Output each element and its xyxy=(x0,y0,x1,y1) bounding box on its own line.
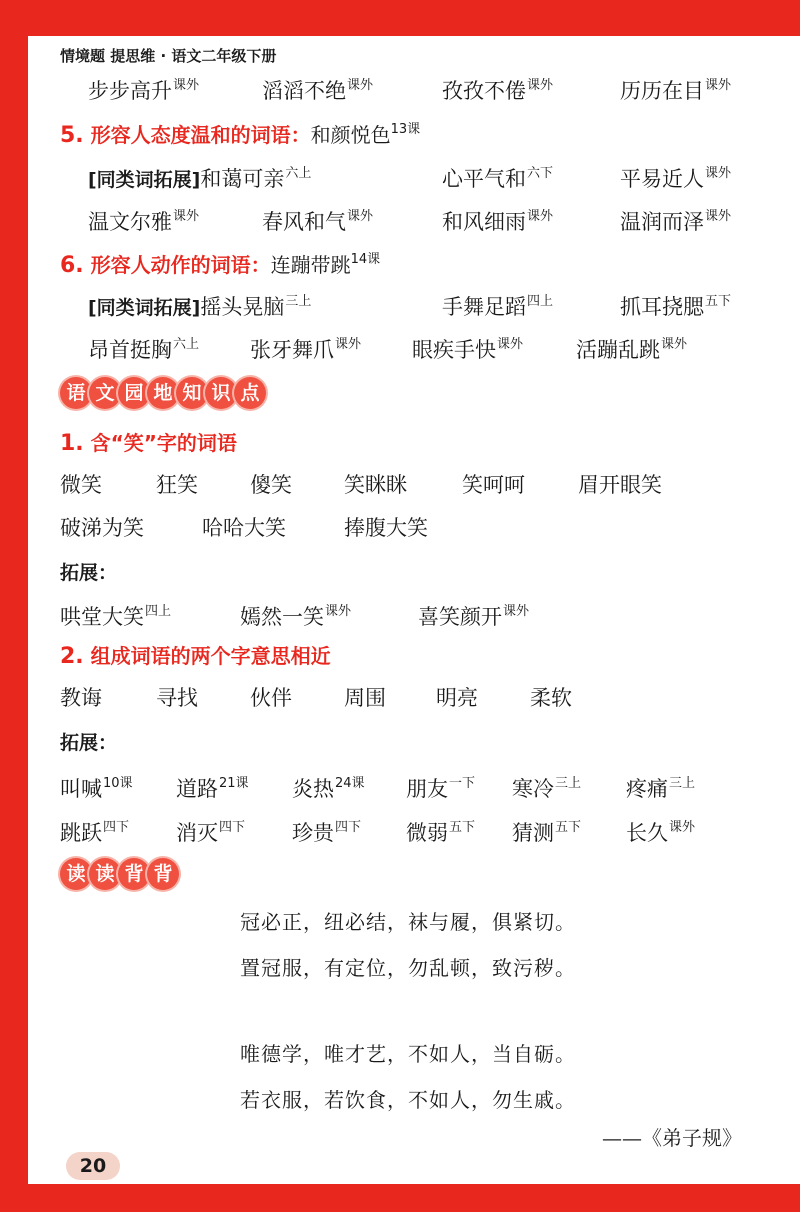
word-item: 伙伴 xyxy=(250,686,292,710)
word-item: 破涕为笑 xyxy=(60,516,144,540)
word-item: 狂笑 xyxy=(156,473,198,497)
word-item: 道路$^{21课}$ xyxy=(176,776,249,801)
word-item: [同类词拓展]摇头晃脑$^{三上}$ xyxy=(88,294,312,319)
banner-char: 识 xyxy=(205,377,237,409)
poem-line: 冠必正，纽必结，袜与履，俱紧切。 xyxy=(240,910,576,934)
banner-char: 地 xyxy=(147,377,179,409)
word-item: [同类词拓展]和蔼可亲$^{六上}$ xyxy=(88,166,312,191)
page-number: 20 xyxy=(66,1152,120,1180)
word-row-k1c xyxy=(0,592,800,632)
word-item: 步步高升$^{课外}$ xyxy=(88,78,200,103)
word-row-k1b xyxy=(0,508,800,548)
word-row-k2b xyxy=(0,764,800,804)
word-item: 明亮 xyxy=(436,686,478,710)
word-item: 猜测$^{五下}$ xyxy=(512,820,582,845)
knowledge-points-banner xyxy=(60,377,263,413)
word-item: 笑眯眯 xyxy=(344,473,407,497)
word-item: 周围 xyxy=(344,686,386,710)
word-item: 温润而泽$^{课外}$ xyxy=(620,209,732,234)
banner-char: 背 xyxy=(147,858,179,890)
knowledge-2-heading: 2. 组成词语的两个字意思相近 xyxy=(60,644,331,669)
word-item: 眉开眼笑 xyxy=(578,473,662,497)
word-item: 昂首挺胸$^{六上}$ xyxy=(88,337,200,362)
word-item: 抓耳挠腮$^{五下}$ xyxy=(620,294,732,319)
word-item: 柔软 xyxy=(530,686,572,710)
poem-line: 置冠服，有定位，勿乱顿，致污秽。 xyxy=(240,956,576,980)
word-item: 炎热$^{24课}$ xyxy=(292,776,365,801)
running-header: 情境题 提思维 · 语文二年级下册 xyxy=(60,47,277,65)
word-item: 长久$^{课外}$ xyxy=(626,820,696,845)
word-item: 寒冷$^{三上}$ xyxy=(512,776,582,801)
word-item: 活蹦乱跳$^{课外}$ xyxy=(576,337,688,362)
word-item: 笑呵呵 xyxy=(462,473,525,497)
extension-label: 拓展： xyxy=(60,562,118,584)
word-item: 手舞足蹈$^{四上}$ xyxy=(442,294,554,319)
word-row-k2c xyxy=(0,808,800,848)
word-item: 眼疾手快$^{课外}$ xyxy=(412,337,524,362)
word-row-6a xyxy=(0,282,800,322)
banner-char: 知 xyxy=(176,377,208,409)
word-item: 嫣然一笑$^{课外}$ xyxy=(240,604,352,629)
word-row-k2a xyxy=(0,678,800,718)
synonym-extension-tag: [同类词拓展] xyxy=(88,297,201,319)
section-5-heading: 5. 形容人态度温和的词语：和颜悦色$^{13课}$ xyxy=(60,122,421,148)
word-row-5a xyxy=(0,154,800,194)
synonym-extension-tag: [同类词拓展] xyxy=(88,169,201,191)
word-item: 傻笑 xyxy=(250,473,292,497)
banner-char: 点 xyxy=(234,377,266,409)
word-item: 哈哈大笑 xyxy=(202,516,286,540)
word-item: 心平气和$^{六下}$ xyxy=(442,166,554,191)
word-item: 平易近人$^{课外}$ xyxy=(620,166,732,191)
word-item: 寻找 xyxy=(156,686,198,710)
poem-source: ——《弟子规》 xyxy=(602,1126,742,1150)
banner-char: 语 xyxy=(60,377,92,409)
word-row-6b xyxy=(0,325,800,365)
word-item: 孜孜不倦$^{课外}$ xyxy=(442,78,554,103)
word-row-k1a xyxy=(0,465,800,505)
word-item: 疼痛$^{三上}$ xyxy=(626,776,696,801)
word-item: 叫喊$^{10课}$ xyxy=(60,776,133,801)
word-item: 珍贵$^{四下}$ xyxy=(292,820,362,845)
word-item: 微笑 xyxy=(60,473,102,497)
word-row-0 xyxy=(0,66,800,106)
section-6-heading: 6. 形容人动作的词语：连蹦带跳$^{14课}$ xyxy=(60,252,381,278)
word-item: 滔滔不绝$^{课外}$ xyxy=(262,78,374,103)
word-row-5b xyxy=(0,197,800,237)
word-item: 张牙舞爪$^{课外}$ xyxy=(250,337,362,362)
word-item: 历历在目$^{课外}$ xyxy=(620,78,732,103)
word-item: 教诲 xyxy=(60,686,102,710)
knowledge-1-heading: 1. 含“笑”字的词语 xyxy=(60,431,237,456)
poem-line: 若衣服，若饮食，不如人，勿生戚。 xyxy=(240,1088,576,1112)
extension-label: 拓展： xyxy=(60,732,118,754)
banner-char: 读 xyxy=(89,858,121,890)
word-item: 捧腹大笑 xyxy=(344,516,428,540)
word-item: 春风和气$^{课外}$ xyxy=(262,209,374,234)
word-item: 朋友$^{一下}$ xyxy=(406,776,476,801)
word-item: 温文尔雅$^{课外}$ xyxy=(88,209,200,234)
word-item: 和风细雨$^{课外}$ xyxy=(442,209,554,234)
poem-line: 唯德学，唯才艺，不如人，当自砺。 xyxy=(240,1042,576,1066)
banner-char: 读 xyxy=(60,858,92,890)
banner-char: 文 xyxy=(89,377,121,409)
word-item: 消灭$^{四下}$ xyxy=(176,820,246,845)
banner-char: 背 xyxy=(118,858,150,890)
word-item: 喜笑颜开$^{课外}$ xyxy=(418,604,530,629)
word-item: 哄堂大笑$^{四上}$ xyxy=(60,604,172,629)
read-recite-banner xyxy=(60,858,176,894)
banner-char: 园 xyxy=(118,377,150,409)
word-item: 跳跃$^{四下}$ xyxy=(60,820,130,845)
word-item: 微弱$^{五下}$ xyxy=(406,820,476,845)
